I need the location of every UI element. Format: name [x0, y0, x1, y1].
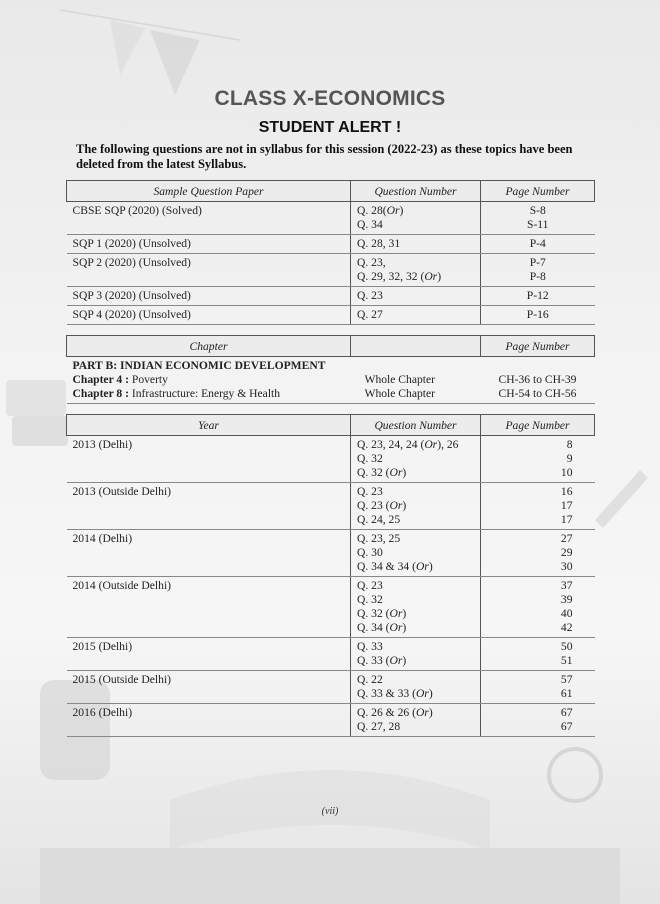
paper-cell: SQP 1 (2020) (Unsolved) [67, 235, 351, 254]
question-line: Q. 32 (Or) [357, 466, 407, 479]
page-cell [481, 306, 595, 325]
page-line: 30 [560, 560, 573, 573]
question-cell [351, 483, 481, 530]
table-row [67, 530, 595, 577]
page-line: 29 [560, 546, 573, 559]
table-row [67, 577, 595, 638]
page-cell [481, 287, 595, 306]
page-line: 67 [560, 720, 573, 733]
question-line: Q. 23, 24, 24 (Or), 26 [357, 438, 459, 451]
question-cell [351, 704, 481, 737]
student-alert-heading: STUDENT ALERT ! [258, 119, 402, 136]
page-cell [481, 254, 595, 287]
question-line: Q. 33 (Or) [357, 654, 407, 667]
pencil-icon [595, 470, 648, 528]
page-number: (vii) [321, 806, 339, 817]
question-cell [351, 530, 481, 577]
table-row [67, 671, 595, 704]
question-cell [351, 577, 481, 638]
page-line: 27 [560, 532, 573, 545]
question-line: Q. 29, 32, 32 (Or) [357, 270, 442, 283]
column-header: Question Number [351, 415, 481, 436]
alarm-clock-icon [549, 749, 601, 801]
question-line: Q. 22 [357, 673, 383, 686]
question-line: Q. 24, 25 [357, 513, 401, 526]
year-cell: 2016 (Delhi) [67, 704, 351, 737]
paper-cell: SQP 2 (2020) (Unsolved) [67, 254, 351, 287]
chapter-name: Poverty [131, 373, 168, 386]
year-cell: 2013 (Outside Delhi) [67, 483, 351, 530]
table-row [67, 306, 595, 325]
page-line: CH-36 to CH-39 [498, 373, 577, 386]
page-line: CH-54 to CH-56 [498, 387, 577, 400]
page-line: 67 [560, 706, 573, 719]
year-cell: 2013 (Delhi) [67, 436, 351, 483]
question-cell [351, 202, 481, 235]
page-line: 37 [560, 579, 573, 592]
question-line: Q. 30 [357, 546, 383, 559]
page-cell [481, 202, 595, 235]
table-header-row [67, 415, 595, 436]
pennant-flag-icon [110, 20, 145, 75]
question-line: Q. 23 [357, 289, 383, 302]
column-header [351, 336, 481, 357]
table-row [67, 235, 595, 254]
question-line: Q. 28, 31 [357, 237, 401, 250]
page-line: 17 [560, 499, 573, 512]
question-line: Q. 33 & 33 (Or) [357, 687, 433, 700]
paper-cell: CBSE SQP (2020) (Solved) [67, 202, 351, 235]
table-row [67, 436, 595, 483]
table-header-row [67, 336, 595, 357]
page-line: 39 [560, 593, 573, 606]
page-line: 17 [560, 513, 573, 526]
question-line: Q. 26 & 26 (Or) [357, 706, 433, 719]
page-cell [481, 530, 595, 577]
question-line: Q. 23, 25 [357, 532, 401, 545]
paper-cell: SQP 4 (2020) (Unsolved) [67, 306, 351, 325]
page-cell [481, 235, 595, 254]
column-header: Page Number [481, 181, 595, 202]
table-row [67, 483, 595, 530]
question-line: Q. 33 [357, 640, 383, 653]
books-stack-icon [6, 380, 66, 416]
page-line: 50 [560, 640, 573, 653]
question-line: Q. 32 [357, 593, 383, 606]
chapter-line [73, 387, 345, 401]
paper-cell: SQP 3 (2020) (Unsolved) [67, 287, 351, 306]
table-header-row [67, 181, 595, 202]
question-line: Q. 23, [357, 256, 386, 269]
page-line: 61 [560, 687, 573, 700]
table-row [67, 202, 595, 235]
intro-text: The following questions are not in syllabus for this session (2022-23) as these topics have been deleted from the latest Syllabus. [76, 142, 573, 171]
page-line: 51 [560, 654, 573, 667]
column-header: Sample Question Paper [67, 181, 351, 202]
table-row [67, 704, 595, 737]
page-cell [481, 638, 595, 671]
question-line: Q. 27, 28 [357, 720, 401, 733]
page-title: CLASS X-ECONOMICS [214, 87, 446, 110]
column-header: Page Number [481, 415, 595, 436]
coverage-cell [351, 357, 481, 404]
page-line: 10 [560, 466, 573, 479]
chapter-name: Infrastructure: Energy & Health [131, 387, 281, 400]
chapter-line [73, 373, 345, 387]
page-cell [481, 483, 595, 530]
question-line: Q. 23 [357, 579, 383, 592]
page-line: 57 [560, 673, 573, 686]
table-row [67, 254, 595, 287]
page-line: S-11 [527, 218, 549, 231]
question-line: Q. 32 [357, 452, 383, 465]
chapter-label: Chapter 4 : [72, 373, 129, 386]
question-cell [351, 287, 481, 306]
year-cell: 2014 (Delhi) [67, 530, 351, 577]
year-question-table [66, 414, 595, 737]
page-line: 40 [560, 607, 573, 620]
table-row [67, 357, 595, 404]
question-cell [351, 254, 481, 287]
chapter-label: Chapter 8 : [72, 387, 129, 400]
page-line: P-12 [526, 289, 549, 302]
page-line: 9 [566, 452, 573, 465]
page-line: P-16 [526, 308, 549, 321]
question-cell [351, 638, 481, 671]
page-line: 42 [560, 621, 573, 634]
question-cell [351, 235, 481, 254]
page-cell [481, 704, 595, 737]
question-line: Q. 34 & 34 (Or) [357, 560, 433, 573]
books-stack-icon [12, 416, 68, 446]
year-cell: 2014 (Outside Delhi) [67, 577, 351, 638]
question-cell [351, 306, 481, 325]
page-line: P-8 [529, 270, 546, 283]
question-line: Q. 28(Or) [357, 204, 404, 217]
question-line: Q. 23 [357, 485, 383, 498]
page-line: S-8 [529, 204, 546, 217]
question-line: Q. 34 [357, 218, 383, 231]
page-cell [481, 671, 595, 704]
page-line: 8 [566, 438, 573, 451]
bunting-string [60, 10, 240, 40]
part-heading: PART B: INDIAN ECONOMIC DEVELOPMENT [72, 359, 326, 372]
coverage-line: Whole Chapter [364, 373, 436, 386]
question-cell [351, 436, 481, 483]
column-header: Year [67, 415, 351, 436]
question-cell [351, 671, 481, 704]
page-content [66, 84, 594, 737]
question-line: Q. 32 (Or) [357, 607, 407, 620]
page-cell [481, 436, 595, 483]
page-cell [481, 357, 595, 404]
year-cell: 2015 (Delhi) [67, 638, 351, 671]
page-line: P-4 [529, 237, 546, 250]
page-line: P-7 [529, 256, 546, 269]
chapter-cell [67, 357, 351, 404]
page-line: 16 [560, 485, 573, 498]
year-cell: 2015 (Outside Delhi) [67, 671, 351, 704]
column-header: Question Number [351, 181, 481, 202]
question-line: Q. 23 (Or) [357, 499, 407, 512]
question-line: Q. 27 [357, 308, 383, 321]
page-cell [481, 577, 595, 638]
column-header: Chapter [67, 336, 351, 357]
chapter-table [66, 335, 595, 404]
table-row [67, 287, 595, 306]
table-row [67, 638, 595, 671]
question-line: Q. 34 (Or) [357, 621, 407, 634]
coverage-line: Whole Chapter [364, 387, 436, 400]
sample-paper-table [66, 180, 595, 325]
column-header: Page Number [481, 336, 595, 357]
